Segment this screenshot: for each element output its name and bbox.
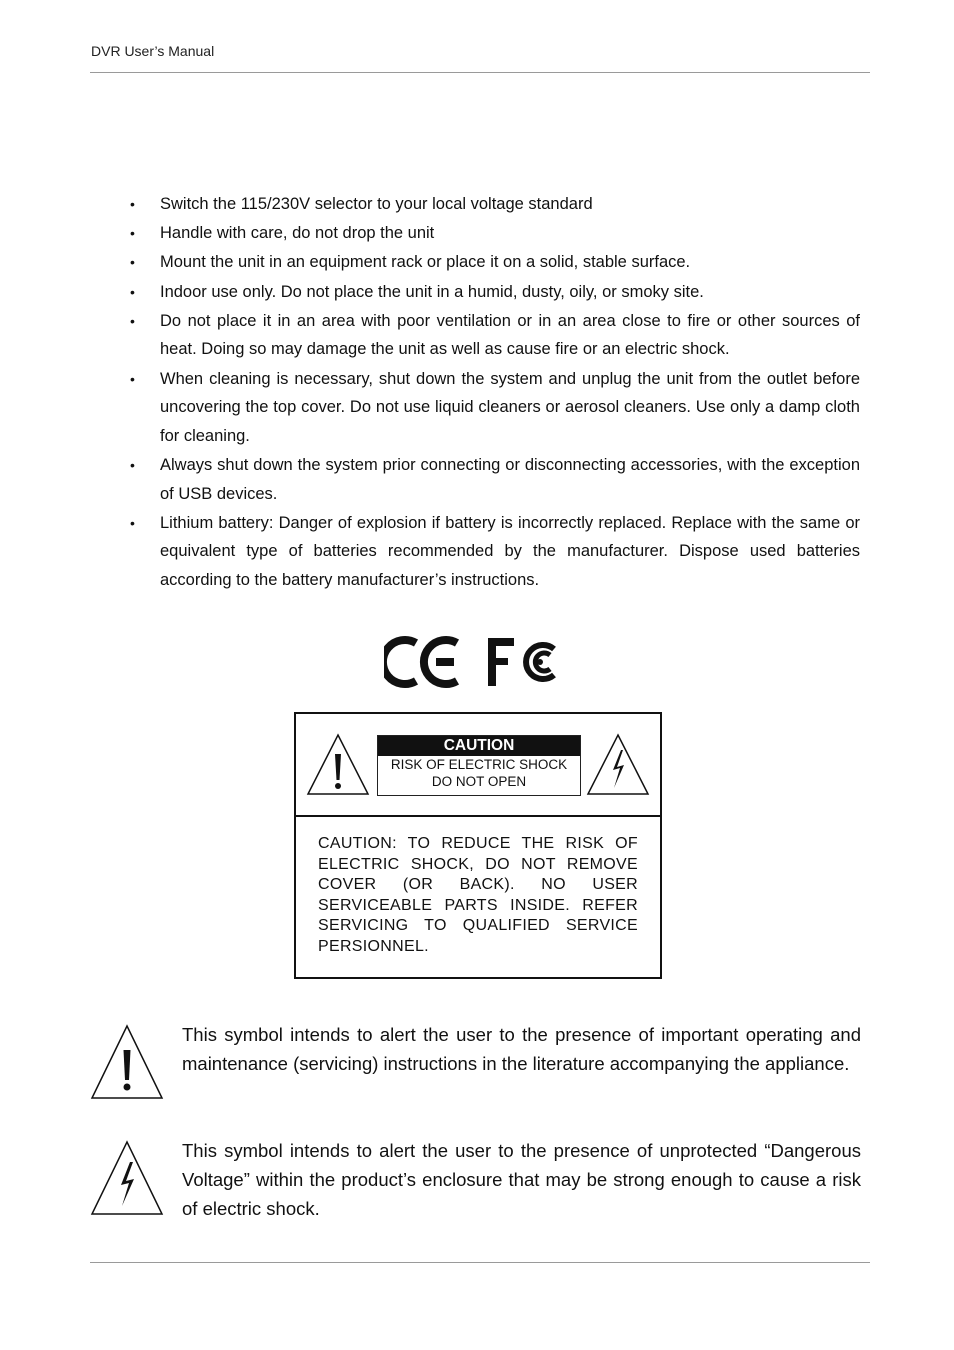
list-item: • Switch the 115/230V selector to your local voltage standard xyxy=(130,190,860,219)
ce-mark-icon xyxy=(384,640,457,684)
list-item: • Mount the unit in an equipment rack or place it on a solid, stable surface. xyxy=(130,248,860,277)
list-item: • When cleaning is necessary, shut down the system and unplug the unit from the outlet before uncovering the top cover. Do not use liquid cleaners or aerosol cleaners. Use only a damp cloth for cleaning. xyxy=(130,365,860,451)
lightning-triangle-icon xyxy=(586,732,650,796)
symbol-description: This symbol intends to alert the user to the presence of unprotected “Dangerous Voltage” within the product’s enclosure that may be strong enough to cause a risk of electric shock. xyxy=(182,1140,861,1219)
list-item: • Do not place it in an area with poor ventilation or in an area close to fire or other sources of heat. Doing so may damage the unit as well as cause fire or an electric shock. xyxy=(130,307,860,364)
caution-label-header xyxy=(296,714,660,817)
list-item: • Always shut down the system prior connecting or disconnecting accessories, with the exception of USB devices. xyxy=(130,451,860,508)
list-item: • Indoor use only. Do not place the unit in a humid, dusty, oily, or smoky site. xyxy=(130,278,860,307)
list-item: • Handle with care, do not drop the unit xyxy=(130,219,860,248)
caution-text-line: SERVICING TO QUALIFIED SERVICE xyxy=(318,917,638,935)
lightning-triangle-icon xyxy=(90,1136,164,1216)
caution-text-line: COVER (OR BACK). NO USER xyxy=(318,876,638,894)
exclamation-triangle-icon xyxy=(306,732,370,796)
certification-logos xyxy=(384,633,564,691)
risk-line: RISK OF ELECTRIC SHOCK xyxy=(390,757,568,772)
risk-of-shock-panel xyxy=(377,735,581,796)
exclamation-triangle-icon xyxy=(90,1020,164,1100)
caution-text-line: SERVICEABLE PARTS INSIDE. REFER xyxy=(318,896,638,914)
fcc-mark-icon xyxy=(488,638,554,686)
footer-divider xyxy=(90,1262,870,1263)
do-not-open-line: DO NOT OPEN xyxy=(431,774,527,789)
caution-warning-text xyxy=(318,834,638,958)
symbol-description: This symbol intends to alert the user to the presence of important operating and maintenance (servicing) instructions in the literature accompanying the appliance. xyxy=(182,1024,861,1074)
caution-text-line: CAUTION: TO REDUCE THE RISK OF xyxy=(318,835,638,852)
caution-text-line: ELECTRIC SHOCK, DO NOT REMOVE xyxy=(318,855,638,873)
list-item: • Lithium battery: Danger of explosion if battery is incorrectly replaced. Replace with the same or equivalent type of batteries recommended by the manufacturer. Dispose used batteries according to the battery manufacturer’s instructions. xyxy=(130,509,860,595)
caution-heading: CAUTION xyxy=(378,736,580,756)
safety-bullet-list xyxy=(130,190,860,595)
manual-title: DVR User’s Manual xyxy=(91,43,215,59)
header-divider xyxy=(90,72,870,73)
caution-text-line: PERSIONNEL. xyxy=(318,937,429,955)
caution-label xyxy=(294,712,662,979)
